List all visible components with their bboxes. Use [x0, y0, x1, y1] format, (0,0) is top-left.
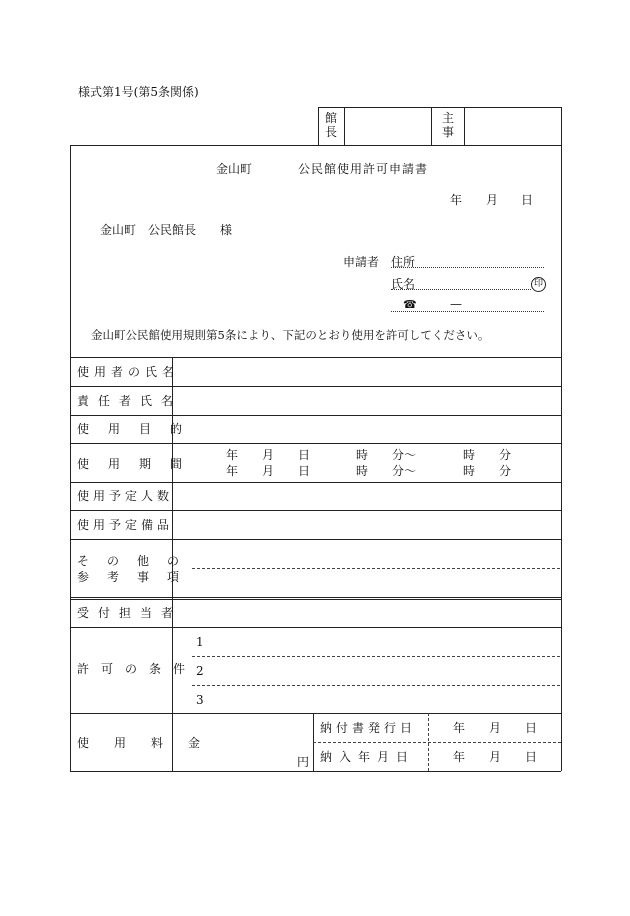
name-line[interactable]: [391, 289, 531, 290]
date-month-label: 月: [486, 193, 499, 207]
period-end-end-minute: 分: [499, 464, 512, 478]
condition-number-2: 2: [196, 664, 204, 678]
period-end-hour: 時: [356, 464, 369, 478]
chief-label: 主 事: [441, 111, 454, 139]
invoice-issue-label: 納付書発行日: [320, 721, 417, 735]
chief-stamp-cell[interactable]: [465, 108, 560, 144]
responsible-name-label: 責任者氏名: [77, 394, 183, 408]
request-statement: 金山町公民館使用規則第5条により、下記のとおり使用を許可してください。: [91, 328, 490, 342]
period-end-year: 年: [226, 464, 239, 478]
invoice-year: 年: [453, 721, 466, 735]
yen-unit: 円: [297, 755, 310, 769]
name-label: 氏名: [391, 277, 416, 291]
form-number: 様式第1号(第5条関係): [78, 85, 199, 99]
title-town: 金山町: [216, 162, 253, 176]
address-label: 住所: [391, 255, 416, 269]
expected-equipment-label: 使用予定備品: [77, 518, 174, 532]
user-name-input[interactable]: [173, 358, 560, 385]
payment-month: 月: [489, 750, 502, 764]
phone-line[interactable]: [391, 311, 544, 312]
applicant-label: 申請者: [343, 255, 380, 269]
conditions-label: 許可の条件: [77, 662, 198, 676]
period-start-month: 月: [262, 448, 275, 462]
responsible-name-input[interactable]: [173, 387, 560, 414]
expected-people-input[interactable]: [173, 483, 560, 509]
payment-date-label: 納入年月日: [320, 750, 416, 764]
period-start-end-minute: 分: [499, 448, 512, 462]
period-end-month: 月: [262, 464, 275, 478]
reception-label: 受付担当者: [77, 606, 183, 620]
phone-dash: —: [450, 297, 462, 311]
seal-mark: 印: [531, 277, 546, 292]
period-end-day: 日: [298, 464, 311, 478]
addressee-title: 公民館長: [148, 223, 197, 237]
fee-amount-input[interactable]: [173, 714, 312, 770]
period-start-day: 日: [298, 448, 311, 462]
payment-day: 日: [525, 750, 538, 764]
condition-number-1: 1: [196, 635, 204, 649]
expected-equipment-input[interactable]: [173, 511, 560, 538]
director-stamp-cell[interactable]: [345, 108, 430, 144]
condition-3-input[interactable]: [210, 687, 560, 712]
period-start-minute: 分〜: [392, 448, 417, 462]
director-label: 館 長: [324, 111, 337, 139]
period-start-hour: 時: [356, 448, 369, 462]
date-year-label: 年: [450, 193, 463, 207]
other-notes-input[interactable]: [173, 540, 560, 596]
condition-2-input[interactable]: [210, 658, 560, 684]
reception-input[interactable]: [173, 600, 560, 626]
expected-people-label: 使用予定人数: [77, 489, 174, 503]
page-title: 公民館使用許可申請書: [298, 162, 429, 176]
condition-1-input[interactable]: [210, 629, 560, 655]
fee-label: 使用料金: [77, 736, 226, 750]
purpose-input[interactable]: [173, 416, 560, 442]
period-end-end-hour: 時: [463, 464, 476, 478]
period-start-year: 年: [226, 448, 239, 462]
invoice-month: 月: [489, 721, 502, 735]
purpose-label: 使用目的: [77, 422, 202, 436]
user-name-label: 使用者の氏名: [77, 365, 180, 379]
payment-year: 年: [453, 750, 466, 764]
date-day-label: 日: [521, 193, 534, 207]
period-label: 使用期間: [77, 457, 202, 471]
phone-icon: ☎: [403, 298, 417, 311]
other-label-line1: その他の: [77, 554, 198, 568]
invoice-day: 日: [525, 721, 538, 735]
period-start-end-hour: 時: [463, 448, 476, 462]
addressee-honorific: 様: [220, 223, 233, 237]
condition-number-3: 3: [196, 693, 204, 707]
other-label-line2: 参考事項: [77, 570, 198, 584]
addressee-town: 金山町: [100, 223, 137, 237]
period-end-minute: 分〜: [392, 464, 417, 478]
address-line[interactable]: [391, 267, 544, 268]
